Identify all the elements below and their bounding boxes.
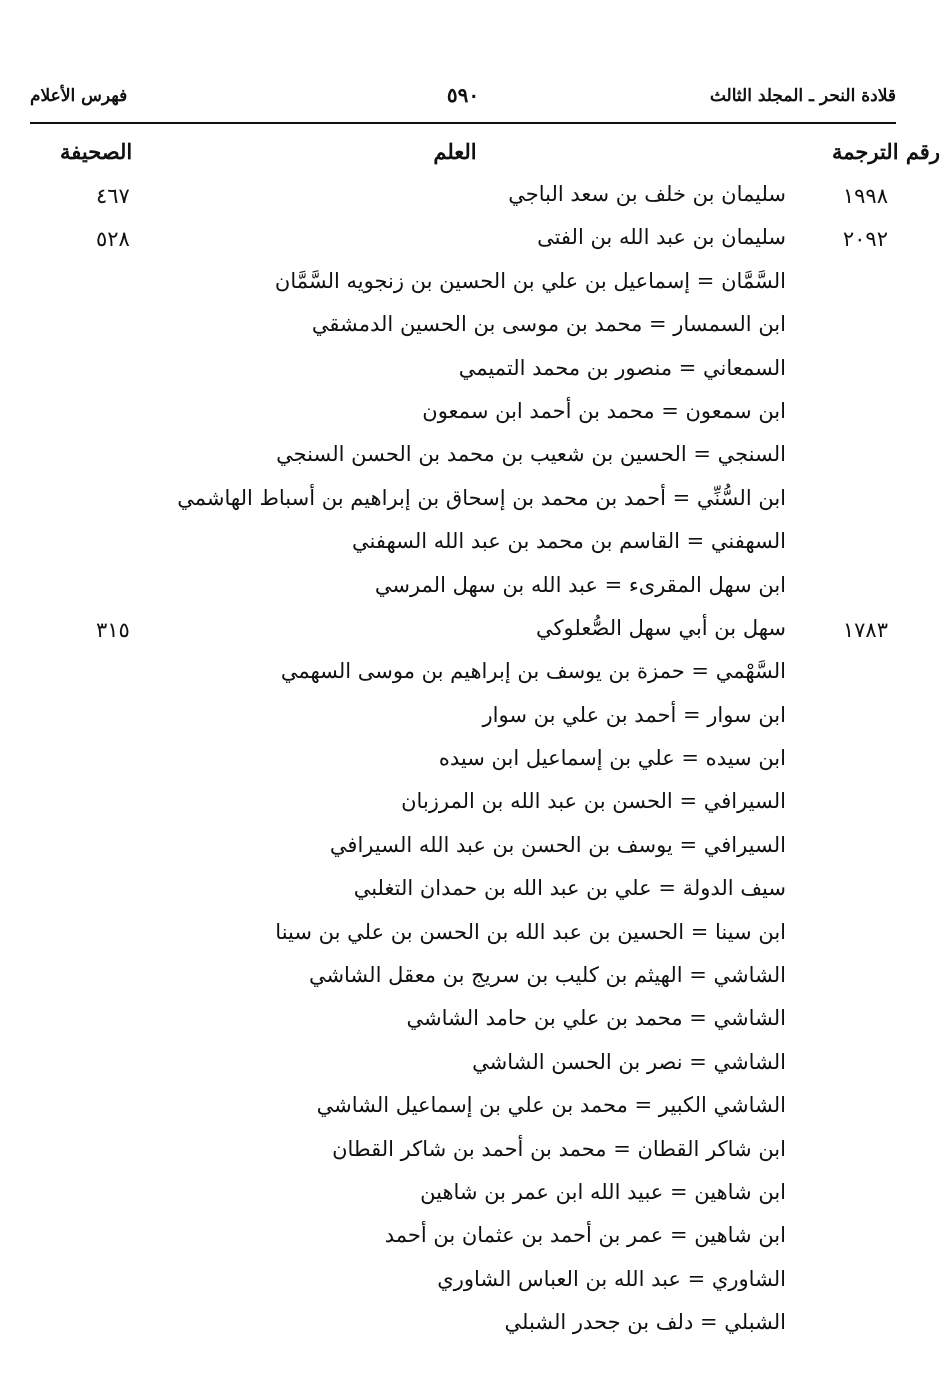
entry-name: ابن سوار = أحمد بن علي بن سوار bbox=[482, 702, 786, 727]
entry-name: ابن شاهين = عمر بن أحمد بن عثمان بن أحمد bbox=[384, 1223, 786, 1248]
running-head bbox=[30, 83, 896, 116]
index-entry bbox=[0, 1219, 950, 1262]
entry-name: السَّهْمي = حمزة بن يوسف بن إبراهيم بن موسى السهمي bbox=[280, 659, 786, 684]
entry-name: ابن سينا = الحسين بن عبد الله بن الحسن بن علي بن سينا bbox=[275, 919, 786, 944]
index-entry bbox=[0, 438, 950, 481]
entry-number: ١٧٨٣ bbox=[842, 617, 888, 642]
entry-page: ٤٦٧ bbox=[96, 184, 130, 208]
entry-name: الشبلي = دلف بن جحدر الشبلي bbox=[504, 1310, 786, 1335]
column-header-number: رقم الترجمة bbox=[831, 139, 940, 164]
entry-name: السمعاني = منصور بن محمد التميمي bbox=[458, 355, 786, 380]
entry-name: الشاشي الكبير = محمد بن علي بن إسماعيل الشاشي bbox=[316, 1093, 786, 1118]
index-entry bbox=[0, 1306, 950, 1349]
index-entry bbox=[0, 829, 950, 872]
index-entry bbox=[0, 699, 950, 742]
entry-name: ابن شاهين = عبيد الله ابن عمر بن شاهين bbox=[420, 1179, 786, 1204]
index-entry bbox=[0, 308, 950, 351]
entry-name: الشاشي = الهيثم بن كليب بن سريج بن معقل الشاشي bbox=[308, 963, 786, 988]
index-entry bbox=[0, 1133, 950, 1176]
entry-name: ابن سهل المقرىء = عبد الله بن سهل المرسي bbox=[374, 572, 786, 597]
header-rule bbox=[30, 122, 896, 124]
entry-name: ابن سيده = علي بن إسماعيل ابن سيده bbox=[438, 746, 786, 771]
section-title: فهرس الأعلام bbox=[30, 86, 128, 106]
index-entry bbox=[0, 1046, 950, 1089]
index-entry bbox=[0, 352, 950, 395]
index-entry bbox=[0, 916, 950, 959]
index-entry bbox=[0, 959, 950, 1002]
entry-name: سليمان بن خلف بن سعد الباجي bbox=[508, 182, 786, 206]
column-header-page: الصحيفة bbox=[60, 139, 133, 164]
entry-name: سهل بن أبي سهل الصُّعلوكي bbox=[536, 615, 786, 640]
entry-name: ابن سمعون = محمد بن أحمد ابن سمعون bbox=[422, 398, 786, 423]
index-entry bbox=[0, 265, 950, 308]
index-entry bbox=[0, 1263, 950, 1306]
page-number: ٥٩٠ bbox=[446, 83, 480, 107]
index-entry bbox=[0, 482, 950, 525]
book-title: قلادة النحر ـ المجلد الثالث bbox=[709, 86, 896, 106]
index-entry bbox=[0, 1089, 950, 1132]
index-entry bbox=[0, 1002, 950, 1045]
entry-name: الشاشي = محمد بن علي بن حامد الشاشي bbox=[406, 1006, 786, 1031]
entry-name: سليمان بن عبد الله بن الفتى bbox=[537, 225, 786, 250]
index-entry bbox=[0, 1176, 950, 1219]
entry-name: ابن شاكر القطان = محمد بن أحمد بن شاكر القطان bbox=[332, 1136, 786, 1161]
entry-name: سيف الدولة = علي بن عبد الله بن حمدان التغلبي bbox=[353, 876, 786, 901]
entry-name: السنجي = الحسين بن شعيب بن محمد بن الحسن السنجي bbox=[276, 442, 786, 467]
entry-name: ابن السُّنِّي = أحمد بن محمد بن إسحاق بن إبراهيم بن أسباط الهاشمي bbox=[177, 485, 786, 510]
index-entry bbox=[0, 569, 950, 612]
entry-number: ٢٠٩٢ bbox=[842, 227, 888, 252]
index-entry bbox=[0, 612, 950, 655]
entry-page: ٣١٥ bbox=[96, 617, 130, 642]
index-entry bbox=[0, 785, 950, 828]
entry-name: الشاوري = عبد الله بن العباس الشاوري bbox=[437, 1266, 786, 1291]
index-entry bbox=[0, 525, 950, 568]
index-entry bbox=[0, 221, 950, 264]
index-entry bbox=[0, 655, 950, 698]
entry-page: ٥٢٨ bbox=[96, 227, 130, 252]
index-entry bbox=[0, 178, 950, 221]
entry-name: ابن السمسار = محمد بن موسى بن الحسين الدمشقي bbox=[311, 312, 786, 337]
entry-number: ١٩٩٨ bbox=[842, 184, 888, 208]
entry-name: الشاشي = نصر بن الحسن الشاشي bbox=[472, 1049, 786, 1074]
index-entry bbox=[0, 872, 950, 915]
entry-name: السيرافي = يوسف بن الحسن بن عبد الله السيرافي bbox=[329, 832, 786, 857]
index-entry bbox=[0, 395, 950, 438]
index-entry bbox=[0, 742, 950, 785]
entry-name: السَّمَّان = إسماعيل بن علي بن الحسين بن زنجويه السَّمَّان bbox=[274, 268, 786, 293]
column-header-name: العلم bbox=[433, 139, 477, 164]
entry-name: السهفني = القاسم بن محمد بن عبد الله السهفني bbox=[351, 529, 786, 554]
entry-name: السيرافي = الحسن بن عبد الله بن المرزبان bbox=[401, 789, 786, 814]
index-entries bbox=[0, 178, 950, 1350]
